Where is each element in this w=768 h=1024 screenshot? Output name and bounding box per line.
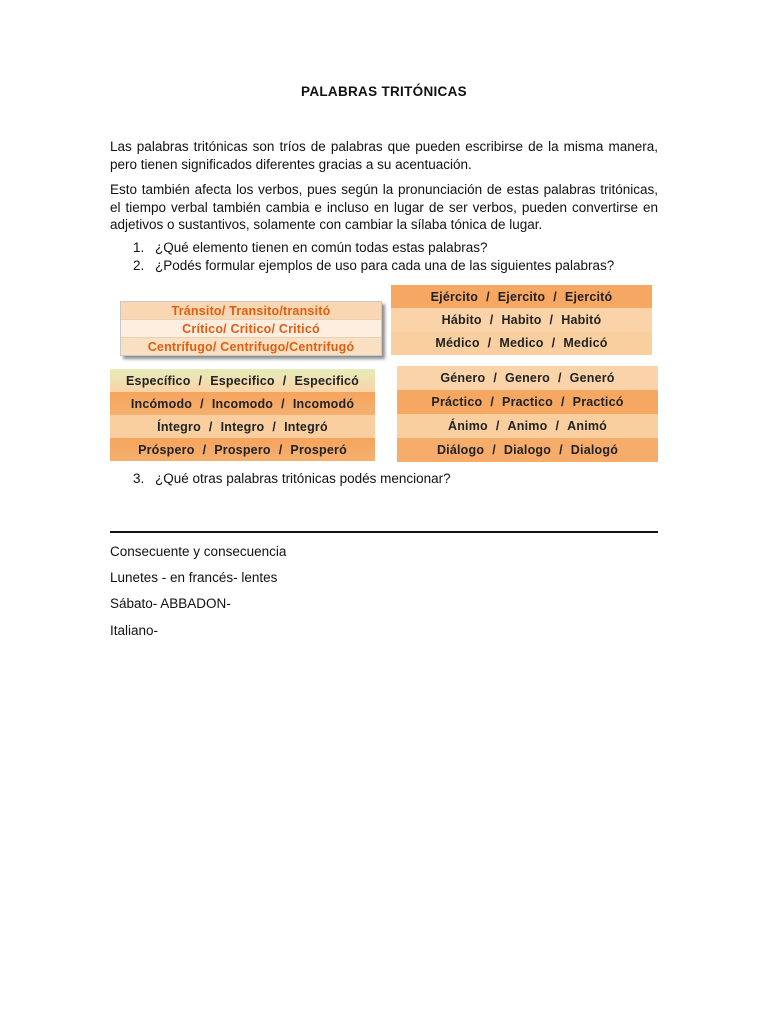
question-number: 2.	[133, 258, 145, 273]
slash: /	[560, 395, 565, 409]
slash: /	[551, 336, 556, 351]
slash: /	[493, 371, 498, 385]
slash: /	[487, 336, 492, 351]
question-text: ¿Podés formular ejemplos de uso para cada una de las siguientes palabras?	[155, 258, 615, 273]
word-box-1	[120, 301, 382, 356]
word: Próspero	[138, 442, 195, 457]
question-item	[133, 239, 614, 257]
word: Ejército	[430, 289, 479, 304]
question-item	[133, 257, 614, 275]
horizontal-rule	[110, 531, 658, 533]
word-row: Crítico/ Critico/ Criticó	[121, 320, 381, 338]
word: Animo	[507, 419, 548, 433]
slash: /	[553, 289, 557, 304]
word-row	[110, 438, 375, 461]
word: Médico	[435, 336, 480, 351]
slash: /	[200, 396, 204, 411]
word: Hábito	[441, 312, 482, 327]
slash: /	[281, 396, 285, 411]
note-line: Italiano-	[110, 623, 159, 638]
question-list	[133, 239, 614, 275]
page-title: PALABRAS TRITÓNICAS	[301, 84, 467, 99]
word: Practico	[502, 395, 553, 409]
word: Diálogo	[436, 443, 485, 457]
word: Generó	[569, 371, 615, 385]
intro-paragraph: Las palabras tritónicas son tríos de palabras que pueden escribirse de la misma manera, pero tienen significados diferentes gracias a su acentuación.	[110, 139, 658, 172]
slash: /	[555, 419, 560, 433]
word: Especifico	[210, 373, 275, 388]
word: Medicó	[563, 336, 608, 351]
slash: /	[282, 373, 287, 388]
word-box-2	[391, 285, 652, 355]
question-item	[133, 470, 451, 488]
word: Ejercitó	[564, 289, 613, 304]
word: Ejercito	[497, 289, 546, 304]
word-row	[397, 438, 658, 462]
word: Habito	[501, 312, 542, 327]
word-box-4	[397, 366, 658, 462]
word: Específico	[126, 373, 191, 388]
word: Práctico	[431, 395, 483, 409]
word: Prospero	[214, 442, 271, 457]
slash: /	[202, 442, 207, 457]
slash: /	[492, 443, 496, 457]
slash: /	[490, 395, 495, 409]
word: Incomodó	[292, 396, 355, 411]
slash: /	[198, 373, 203, 388]
word-row	[397, 390, 658, 414]
slash: /	[486, 289, 490, 304]
note-line: Lunetes - en francés- lentes	[110, 570, 278, 585]
slash: /	[559, 443, 563, 457]
word-row: Centrífugo/ Centrifugo/Centrifugó	[121, 338, 381, 355]
word: Integro	[220, 419, 265, 434]
question-text: ¿Qué otras palabras tritónicas podés mencionar?	[155, 471, 451, 486]
word: Íntegro	[157, 419, 201, 434]
word: Animó	[567, 419, 608, 433]
word-row	[391, 308, 652, 331]
word: Incomodo	[211, 396, 274, 411]
verbs-paragraph: Esto también afecta los verbos, pues según la pronunciación de estas palabras tritónicas, el tiempo verbal también cambia e incluso en lugar de ser verbos, pueden convertirse en adjetivos o sustantivos, solamente con cambiar la sílaba tónica de lugar.	[110, 182, 658, 232]
question-text: ¿Qué elemento tienen en común todas estas palabras?	[155, 240, 488, 255]
word: Especificó	[294, 373, 359, 388]
word: Dialogo	[503, 443, 552, 457]
question-list	[133, 470, 451, 488]
word: Ánimo	[447, 419, 488, 433]
word-row	[110, 369, 375, 392]
slash: /	[272, 419, 277, 434]
word: Integró	[284, 419, 328, 434]
slash: /	[557, 371, 562, 385]
word-row	[397, 414, 658, 438]
word-row	[391, 285, 652, 308]
question-number: 3.	[133, 471, 145, 486]
slash: /	[278, 442, 283, 457]
word: Genero	[505, 371, 550, 385]
word: Incómodo	[130, 396, 193, 411]
slash: /	[495, 419, 500, 433]
slash: /	[489, 312, 494, 327]
slash: /	[549, 312, 554, 327]
note-line: Sábato- ABBADON-	[110, 596, 231, 611]
note-line: Consecuente y consecuencia	[110, 544, 287, 559]
word-row: Tránsito/ Transito/transitó	[121, 302, 381, 320]
slash: /	[208, 419, 213, 434]
word: Habitó	[561, 312, 602, 327]
word-row	[110, 392, 375, 415]
word: Género	[440, 371, 486, 385]
word-row	[110, 415, 375, 438]
word-row	[397, 366, 658, 390]
question-number: 1.	[133, 240, 145, 255]
word-box-3	[110, 369, 375, 461]
word: Practicó	[572, 395, 624, 409]
word: Prosperó	[290, 442, 347, 457]
word: Medico	[499, 336, 544, 351]
word-row	[391, 332, 652, 355]
word: Dialogó	[570, 443, 619, 457]
